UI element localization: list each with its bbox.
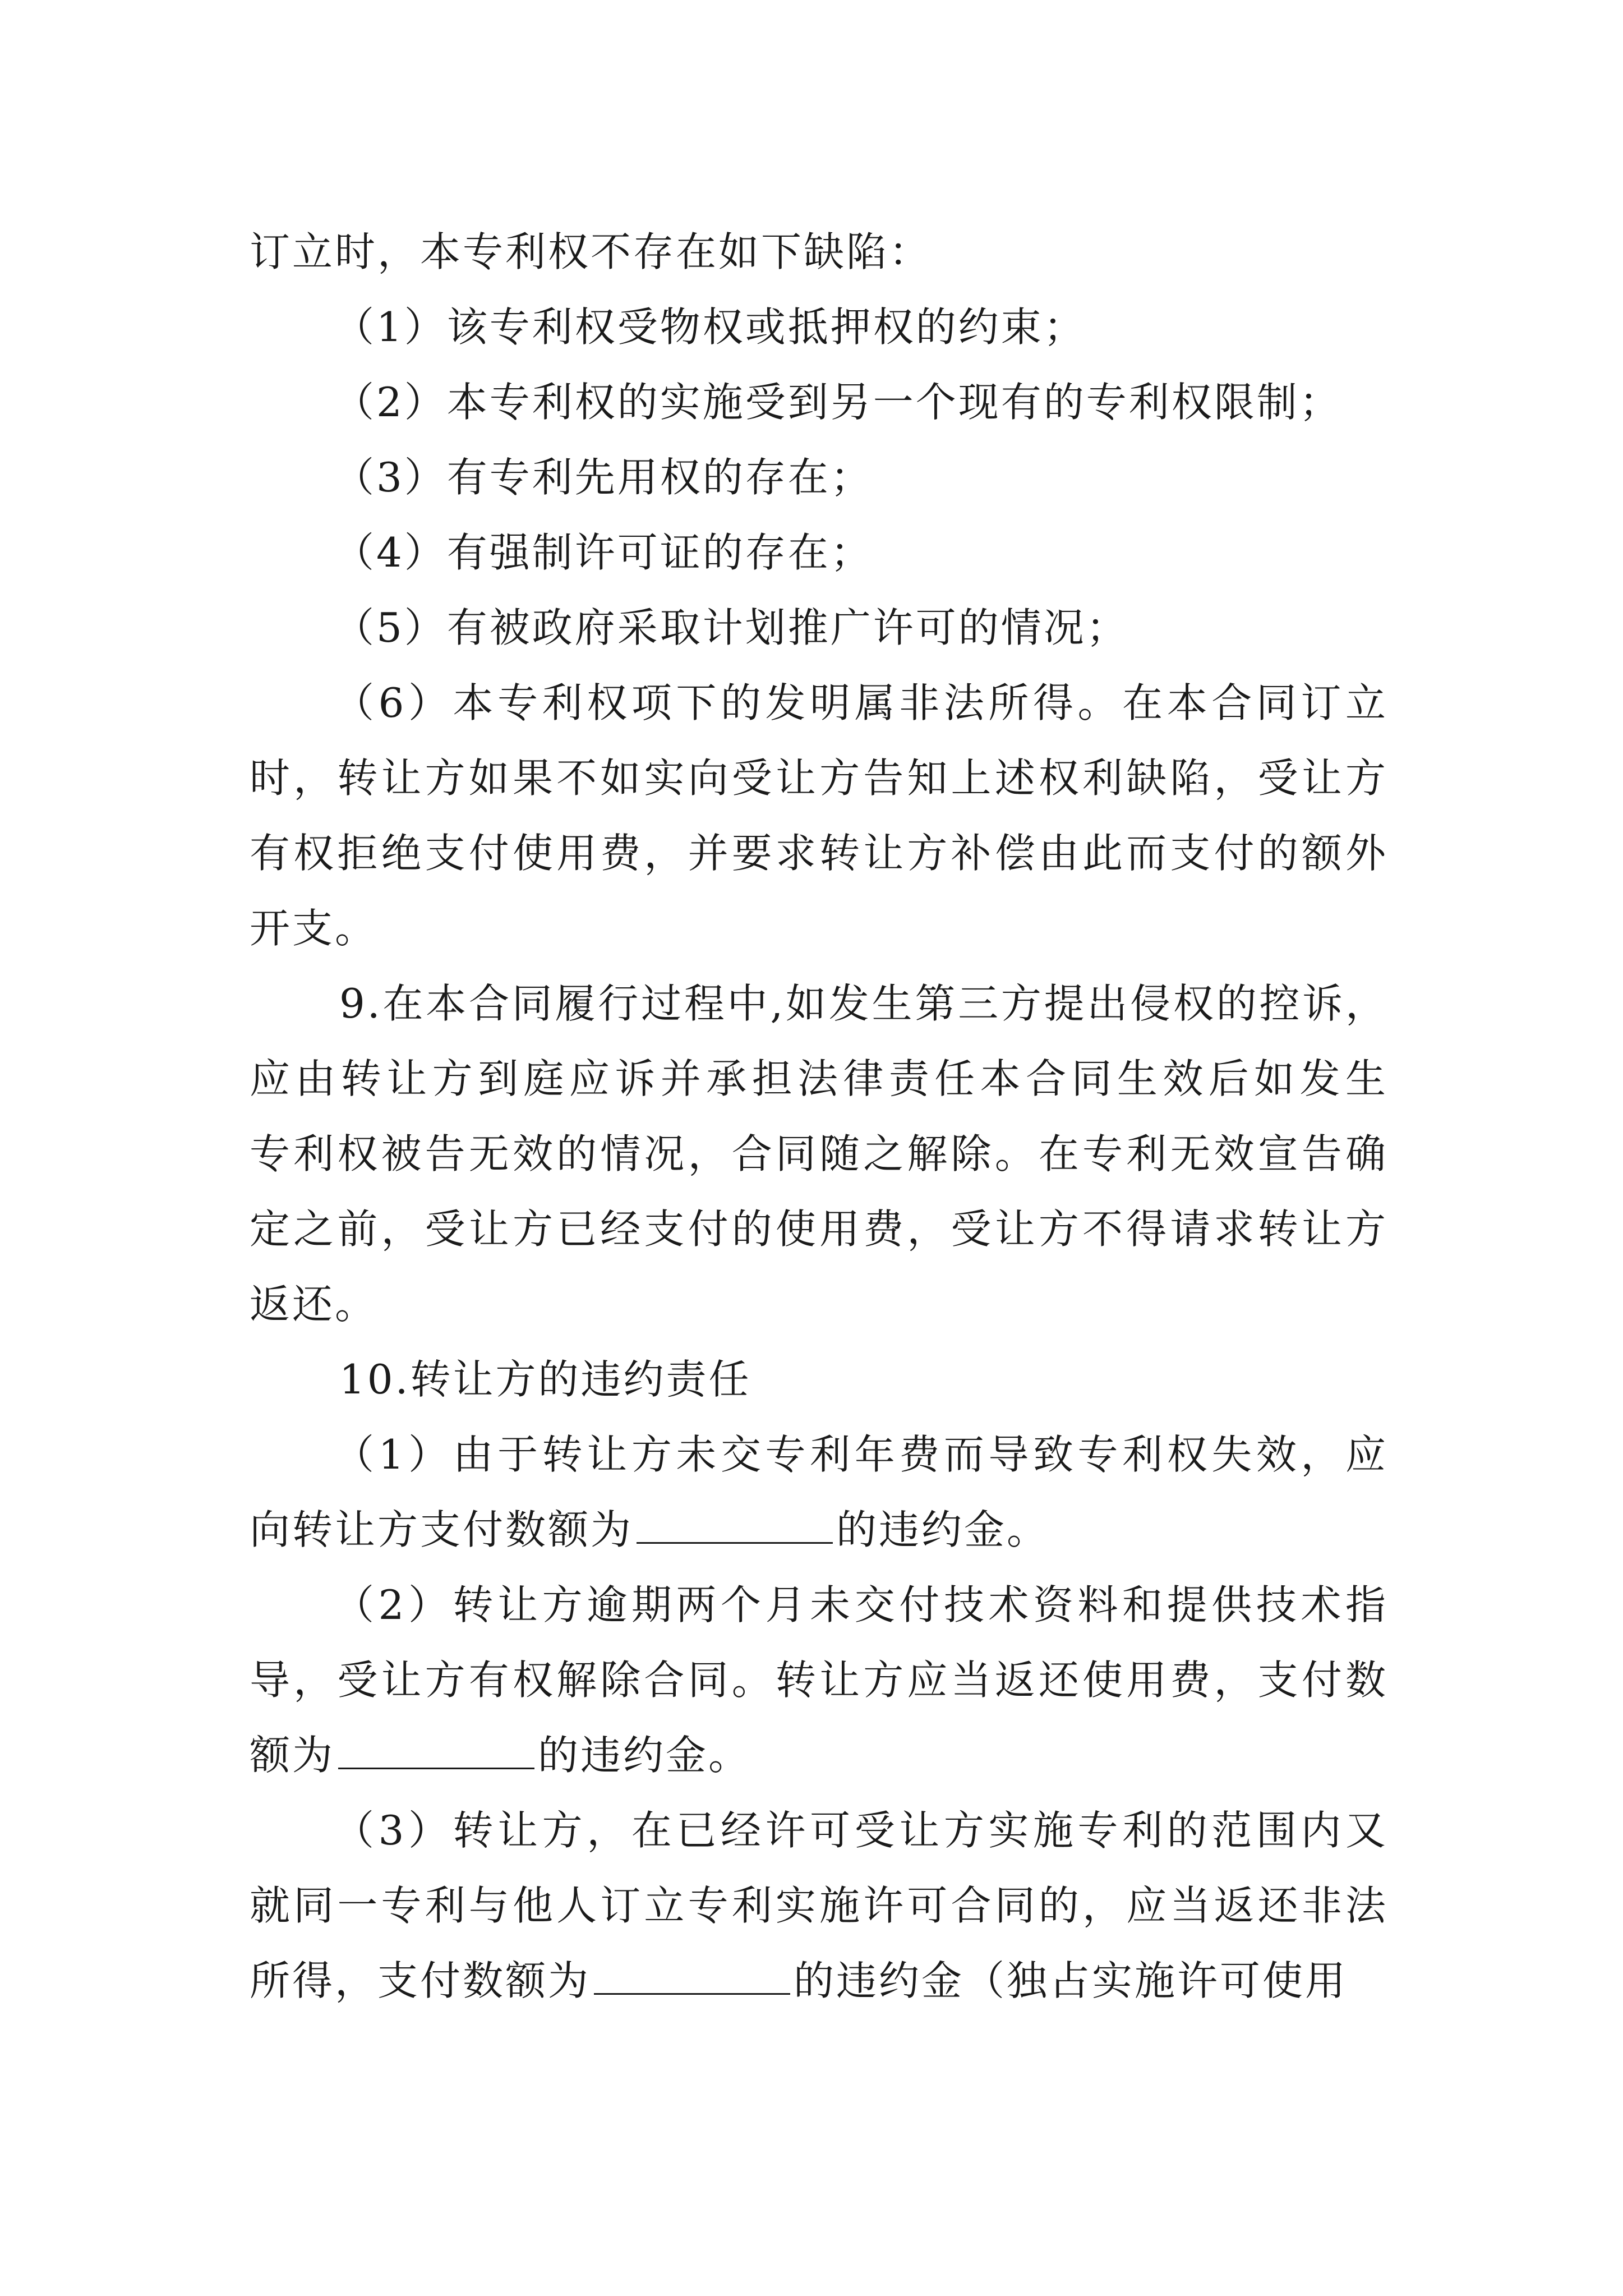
text-line: 10.转让方的违约责任	[339, 1356, 751, 1403]
text-line: （5）有被政府采取计划推广许可的情况；	[334, 604, 1129, 651]
text-line: （2）转让方逾期两个月未交付技术资料和提供技术指	[334, 1581, 1388, 1628]
line-segment: 向转让方支付数额为	[250, 1506, 634, 1553]
text-line: 定之前，受让方已经支付的使用费，受让方不得请求转让方	[250, 1205, 1388, 1253]
fill-in-blank[interactable]	[338, 1733, 534, 1769]
text-line: 返还。	[250, 1281, 378, 1328]
text-line: 9.在本合同履行过程中,如发生第三方提出侵权的控诉，	[339, 980, 1388, 1027]
text-line-with-blank	[250, 1718, 1388, 1793]
text-line: （4）有强制许可证的存在；	[334, 529, 873, 576]
text-line: 时，转让方如果不如实向受让方告知上述权利缺陷，受让方	[250, 754, 1388, 802]
text-line: （6）本专利权项下的发明属非法所得。在本合同订立	[334, 679, 1388, 726]
text-line: 订立时，本专利权不存在如下缺陷：	[250, 228, 932, 275]
text-line: （3）有专利先用权的存在；	[334, 454, 873, 501]
text-line: （1）由于转让方未交专利年费而导致专利权失效，应	[334, 1431, 1388, 1478]
text-line: 开支。	[250, 905, 378, 952]
text-line-with-blank	[250, 1492, 1388, 1567]
line-segment: 额为	[250, 1732, 335, 1779]
text-line: 有权拒绝支付使用费，并要求转让方补偿由此而支付的额外	[250, 830, 1388, 877]
line-segment: 的违约金。	[538, 1732, 751, 1779]
fill-in-blank[interactable]	[594, 1958, 790, 1995]
text-line: （1）该专利权受物权或抵押权的约束；	[334, 303, 1086, 351]
line-segment: 的违约金。	[836, 1506, 1050, 1553]
text-line: 导，受让方有权解除合同。转让方应当返还使用费，支付数	[250, 1657, 1388, 1704]
line-segment: 的违约金（独占实施许可使用	[794, 1957, 1348, 2004]
text-line: （3）转让方，在已经许可受让方实施专利的范围内又	[334, 1807, 1388, 1854]
text-line: （2）本专利权的实施受到另一个现有的专利权限制；	[334, 379, 1342, 426]
text-line: 应由转让方到庭应诉并承担法律责任本合同生效后如发生	[250, 1055, 1388, 1102]
line-segment: 所得，支付数额为	[250, 1957, 591, 2004]
text-line: 就同一专利与他人订立专利实施许可合同的，应当返还非法	[250, 1882, 1388, 1929]
document-body	[250, 214, 1388, 2018]
fill-in-blank[interactable]	[637, 1507, 833, 1544]
text-line: 专利权被告无效的情况，合同随之解除。在专利无效宣告确	[250, 1130, 1388, 1177]
text-line-with-blank	[250, 1943, 1388, 2018]
